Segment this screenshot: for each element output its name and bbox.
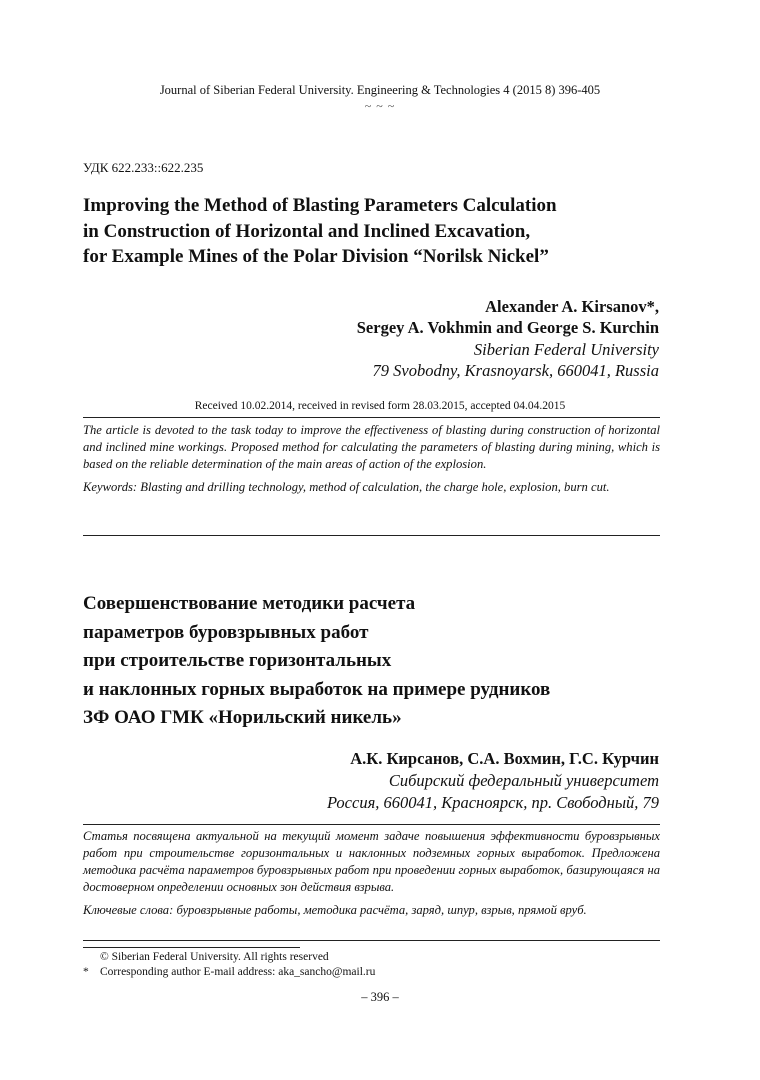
copyright-text: © Siberian Federal University. All rights reserved (100, 951, 329, 963)
english-affiliation-line: 79 Svobodny, Krasnoyarsk, 660041, Russia (372, 361, 659, 380)
copyright-note (83, 950, 375, 965)
header-ornament: ~ ~ ~ (364, 99, 396, 113)
russian-abstract-bottom-rule (83, 940, 660, 941)
russian-authors: А.К. Кирсанов, С.А. Вохмин, Г.С. Курчин (350, 749, 659, 768)
udk-code: УДК 622.233::622.235 (83, 160, 204, 175)
russian-abstract-block (83, 828, 660, 919)
english-title (83, 193, 683, 270)
abstract-top-rule (83, 417, 660, 418)
abstract-bottom-rule (83, 535, 660, 536)
page-number: – 396 – (361, 990, 399, 1004)
english-keywords: Keywords: Blasting and drilling technology, method of calculation, the charge hole, explosion, burn cut. (83, 480, 610, 494)
footnotes (83, 950, 375, 980)
english-authors (357, 296, 659, 338)
english-title-line: for Example Mines of the Polar Division “Norilsk Nickel” (83, 246, 549, 267)
received-dates: Received 10.02.2014, received in revised form 28.03.2015, accepted 04.04.2015 (194, 400, 566, 412)
footnote-rule (83, 947, 300, 948)
russian-title-line: и наклонных горных выработок на примере рудников (83, 678, 551, 700)
english-affiliation (373, 339, 659, 381)
english-abstract: The article is devoted to the task today to improve the effectiveness of blasting during construction of horizontal and inclined mine workings. Proposed method for calculating the parameters of blasting during mining, which is based on the reliable determination of the main areas of action of the explosion. (83, 423, 660, 471)
english-author-line: Alexander A. Kirsanov*, (485, 297, 659, 316)
russian-title (83, 590, 703, 733)
english-affiliation-line: Siberian Federal University (473, 340, 659, 359)
russian-affiliation (327, 770, 659, 813)
russian-affiliation-line: Россия, 660041, Красноярск, пр. Свободный, 79 (326, 792, 659, 812)
russian-affiliation-line: Сибирский федеральный университет (388, 771, 659, 790)
russian-abstract-top-rule (83, 824, 660, 825)
corresponding-note (83, 965, 375, 980)
journal-header: Journal of Siberian Federal University. Engineering & Technologies 4 (2015 8) 396-405 (159, 83, 601, 97)
english-title-line: in Construction of Horizontal and Inclined Excavation, (83, 220, 531, 242)
russian-title-line: при строительстве горизонтальных (83, 650, 392, 671)
english-author-line: Sergey A. Vokhmin and George S. Kurchin (356, 318, 659, 337)
footnote-asterisk: * (83, 966, 89, 978)
russian-title-line: параметров буровзрывных работ (83, 621, 369, 643)
russian-title-line: Совершенствование методики расчета (83, 593, 416, 614)
english-title-line: Improving the Method of Blasting Parameters Calculation (83, 195, 557, 216)
corresponding-text: Corresponding author E-mail address: aka_sancho@mail.ru (100, 966, 376, 978)
russian-abstract: Статья посвящена актуальной на текущий момент задаче повышения эффективности буровзрывных работ при строительстве горизонтальных и наклонных подземных горных выработок. Предложена методика расчёта параметров буровзрывных работ при проведении горных выработок, базирующаяся на достоверном определении основных зон действия взрыва. (83, 829, 660, 894)
russian-keywords: Ключевые слова: буровзрывные работы, методика расчёта, заряд, шпур, взрыв, прямой вруб. (83, 903, 587, 917)
english-abstract-block (83, 422, 660, 496)
russian-title-line: ЗФ ОАО ГМК «Норильский никель» (83, 707, 402, 728)
